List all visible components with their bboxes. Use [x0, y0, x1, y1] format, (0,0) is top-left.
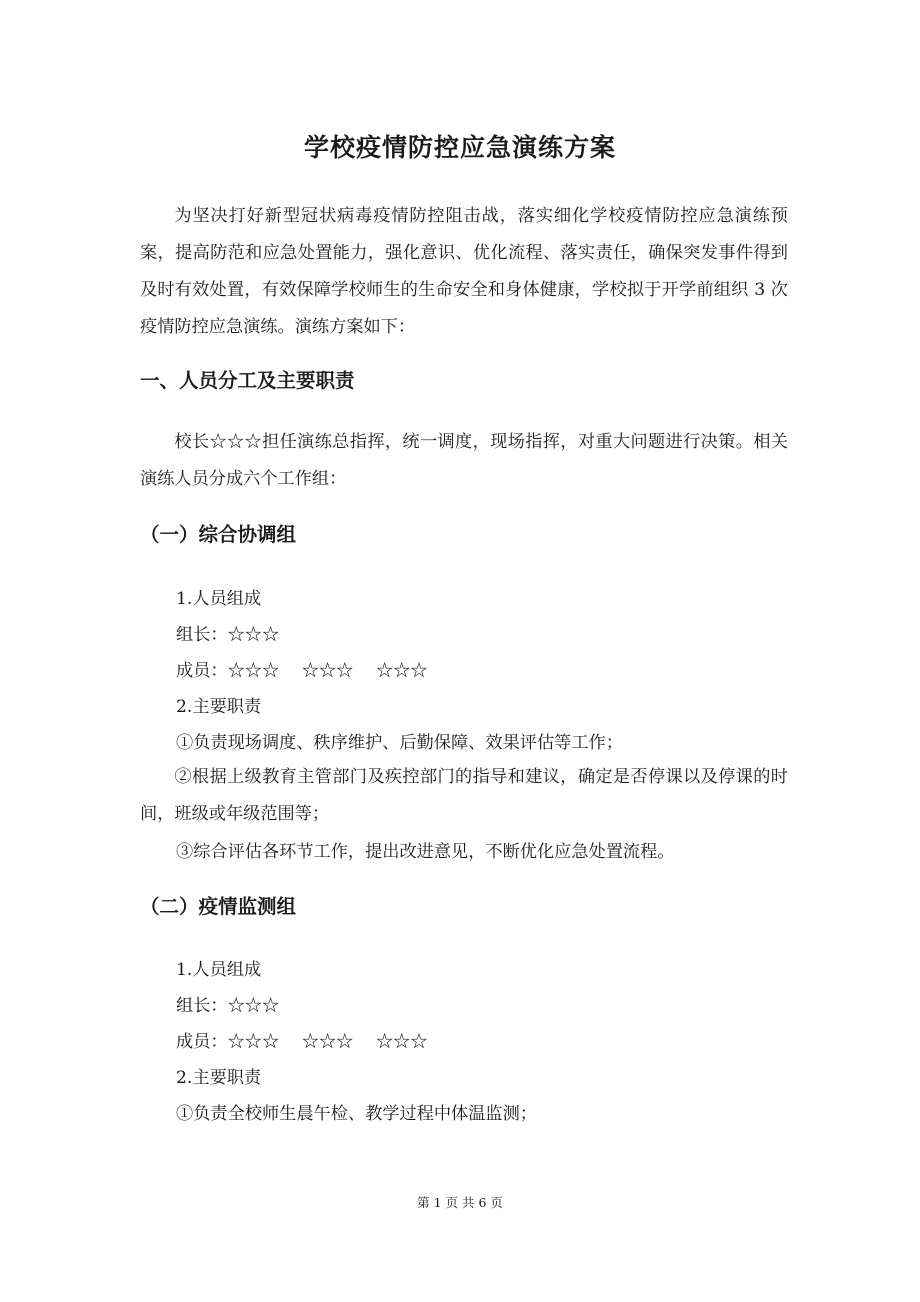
section-paragraph-commander: 校长☆☆☆担任演练总指挥，统一调度，现场指挥，对重大问题进行决策。相关演练人员分成六个工作组：	[140, 432, 788, 489]
group1-composition-label: 1.人员组成	[176, 589, 262, 609]
page-footer: 第 1 页 共 6 页	[417, 1195, 503, 1210]
document-title: 学校疫情防控应急演练方案	[303, 133, 616, 162]
group1-duty-2: ②根据上级教育主管部门及疾控部门的指导和建议，确定是否停课以及停课的时间，班级或年级范围等；	[140, 767, 788, 824]
group2-members: 成员：☆☆☆ ☆☆☆ ☆☆☆	[176, 1032, 428, 1052]
group1-members: 成员：☆☆☆ ☆☆☆ ☆☆☆	[176, 661, 428, 681]
group-heading-coordination: （一）综合协调组	[140, 523, 297, 546]
group1-leader: 组长：☆☆☆	[176, 625, 280, 645]
group1-duty-1: ①负责现场调度、秩序维护、后勤保障、效果评估等工作；	[176, 733, 623, 753]
group2-composition-label: 1.人员组成	[176, 960, 262, 980]
group1-duties-label: 2.主要职责	[176, 697, 262, 717]
group-heading-monitoring: （二）疫情监测组	[140, 895, 297, 918]
group1-duty-3: ③综合评估各环节工作，提出改进意见，不断优化应急处置流程。	[176, 842, 675, 862]
group2-duty-1: ①负责全校师生晨午检、教学过程中体温监测；	[176, 1104, 537, 1124]
group2-duties-label: 2.主要职责	[176, 1068, 262, 1088]
intro-paragraph: 为坚决打好新型冠状病毒疫情防控阻击战，落实细化学校疫情防控应急演练预案，提高防范和应急处置能力，强化意识、优化流程、落实责任，确保突发事件得到及时有效处置，有效保障学校师生的生命安全和身体健康，学校拟于开学前组织 3 次疫情防控应急演练。演练方案如下：	[140, 206, 788, 337]
section-heading-personnel: 一、人员分工及主要职责	[140, 369, 355, 392]
group2-leader: 组长：☆☆☆	[176, 996, 280, 1016]
